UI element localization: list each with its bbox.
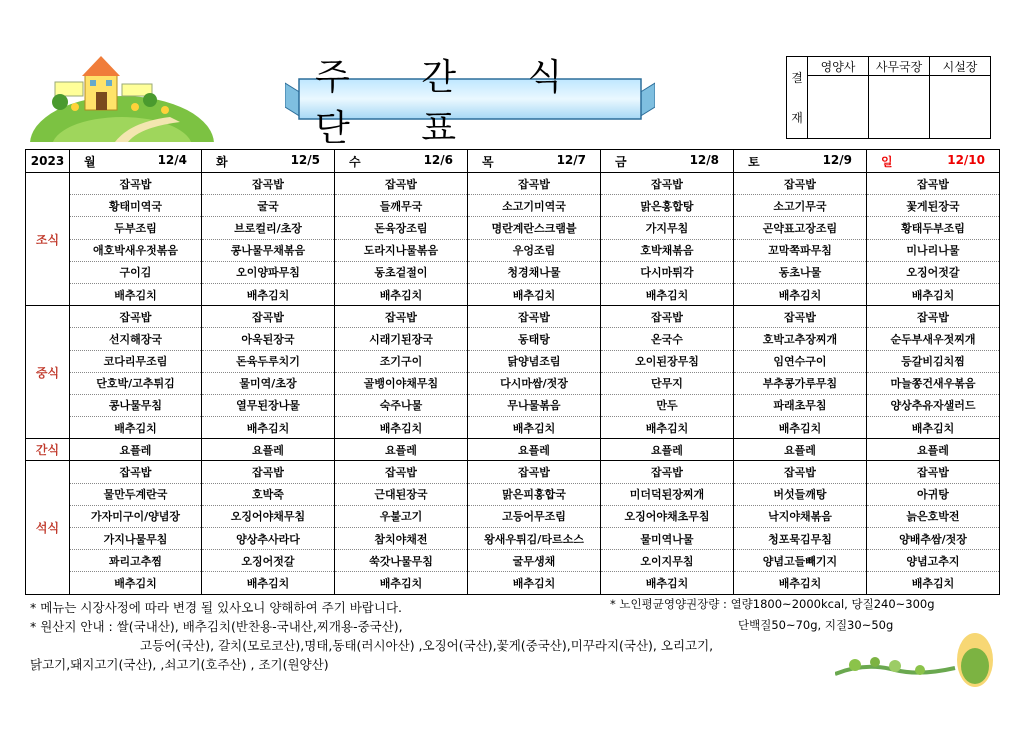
menu-item: 꽈리고추찜 — [70, 550, 202, 572]
day-name: 화 — [216, 154, 228, 169]
day-header — [601, 150, 734, 173]
note-origin-cont: 고등어(국산), 갈치(모로코산),명태,동태(러시아산) ,오징어(국산),꽃게(중국산),미꾸라지(국산), 오리고기, — [140, 638, 714, 653]
menu-item: 낙지야채볶음 — [734, 505, 867, 527]
menu-item: 동초나물 — [734, 261, 867, 283]
menu-item: 골뱅이야채무침 — [335, 372, 468, 394]
menu-item: 요플레 — [601, 439, 734, 461]
menu-item: 명란계란스크램블 — [468, 217, 601, 239]
meal-label: 중식 — [26, 306, 70, 439]
menu-item: 다시마튀각 — [601, 261, 734, 283]
menu-item: 닭양념조림 — [468, 350, 601, 372]
menu-item: 참치야채전 — [335, 528, 468, 550]
menu-item: 양상추유자샐러드 — [867, 394, 1000, 416]
note-change: * 메뉴는 시장사정에 따라 변경 될 있사오니 양해하여 주기 바랍니다. — [30, 600, 403, 615]
menu-item: 도라지나물볶음 — [335, 239, 468, 261]
menu-item: 등갈비김치찜 — [867, 350, 1000, 372]
day-date: 12/7 — [556, 152, 586, 167]
menu-item: 배추김치 — [867, 283, 1000, 305]
menu-item: 꽃게된장국 — [867, 195, 1000, 217]
menu-item: 잡곡밥 — [70, 173, 202, 195]
menu-item: 요플레 — [70, 439, 202, 461]
menu-item: 마늘쫑건새우볶음 — [867, 372, 1000, 394]
menu-item: 단호박/고추튀김 — [70, 372, 202, 394]
menu-item: 아욱된장국 — [202, 328, 335, 350]
menu-item: 잡곡밥 — [867, 173, 1000, 195]
menu-item: 곤약표고장조림 — [734, 217, 867, 239]
note-origin: * 원산지 안내 : 쌀(국내산), 배추김치(반찬용-국내산,찌개용-중국산), — [30, 619, 403, 634]
menu-item: 소고기무국 — [734, 195, 867, 217]
approval-sign-office-manager[interactable] — [869, 76, 930, 139]
menu-item: 배추김치 — [867, 572, 1000, 594]
menu-row — [26, 528, 1000, 550]
menu-item: 맑은피홍합국 — [468, 483, 601, 505]
menu-row — [26, 173, 1000, 195]
menu-item: 배추김치 — [601, 572, 734, 594]
menu-item: 배추김치 — [70, 417, 202, 439]
day-name: 목 — [482, 154, 494, 169]
day-date: 12/8 — [689, 152, 719, 167]
menu-item: 돈육두루치기 — [202, 350, 335, 372]
menu-item: 배추김치 — [202, 283, 335, 305]
menu-item: 잡곡밥 — [468, 461, 601, 483]
menu-item: 임연수구이 — [734, 350, 867, 372]
menu-item: 소고기미역국 — [468, 195, 601, 217]
approval-role-nutritionist: 영양사 — [808, 57, 869, 76]
menu-item: 양상추사라다 — [202, 528, 335, 550]
menu-item: 잡곡밥 — [734, 461, 867, 483]
menu-item: 배추김치 — [202, 417, 335, 439]
menu-row — [26, 283, 1000, 305]
menu-row — [26, 439, 1000, 461]
menu-row — [26, 350, 1000, 372]
menu-item: 배추김치 — [734, 417, 867, 439]
day-name: 금 — [615, 154, 627, 169]
menu-item: 굴국 — [202, 195, 335, 217]
menu-item: 물미역나물 — [601, 528, 734, 550]
day-header — [734, 150, 867, 173]
menu-item: 배추김치 — [601, 417, 734, 439]
menu-item: 브로컬리/초장 — [202, 217, 335, 239]
menu-item: 양념고추지 — [867, 550, 1000, 572]
menu-row — [26, 394, 1000, 416]
menu-item: 쑥갓나물무침 — [335, 550, 468, 572]
menu-item: 우불고기 — [335, 505, 468, 527]
menu-item: 시래기된장국 — [335, 328, 468, 350]
menu-item: 배추김치 — [734, 283, 867, 305]
menu-item: 잡곡밥 — [867, 461, 1000, 483]
day-name: 월 — [84, 154, 96, 169]
menu-item: 파래초무침 — [734, 394, 867, 416]
day-date: 12/10 — [947, 152, 985, 167]
menu-item: 요플레 — [867, 439, 1000, 461]
menu-row — [26, 417, 1000, 439]
day-name: 수 — [349, 154, 361, 169]
menu-item: 가지무침 — [601, 217, 734, 239]
meal-label: 조식 — [26, 173, 70, 306]
approval-box — [786, 56, 991, 139]
menu-item: 배추김치 — [335, 572, 468, 594]
menu-item: 배추김치 — [468, 572, 601, 594]
day-name: 일 — [881, 154, 893, 169]
menu-item: 아귀탕 — [867, 483, 1000, 505]
menu-row — [26, 550, 1000, 572]
menu-row — [26, 328, 1000, 350]
menu-item: 가자미구이/양념장 — [70, 505, 202, 527]
menu-item: 잡곡밥 — [70, 306, 202, 328]
meal-label: 석식 — [26, 461, 70, 594]
menu-item: 오징어젓갈 — [867, 261, 1000, 283]
menu-item: 잡곡밥 — [202, 173, 335, 195]
menu-item: 황태두부조림 — [867, 217, 1000, 239]
menu-row — [26, 572, 1000, 594]
menu-row — [26, 195, 1000, 217]
day-name: 토 — [748, 154, 760, 169]
menu-item: 온국수 — [601, 328, 734, 350]
menu-item: 물만두계란국 — [70, 483, 202, 505]
menu-item: 배추김치 — [734, 572, 867, 594]
menu-item: 요플레 — [734, 439, 867, 461]
menu-item: 근대된장국 — [335, 483, 468, 505]
menu-item: 오이된장무침 — [601, 350, 734, 372]
menu-item: 만두 — [601, 394, 734, 416]
menu-item: 잡곡밥 — [734, 306, 867, 328]
menu-item: 잡곡밥 — [70, 461, 202, 483]
menu-item: 배추김치 — [70, 572, 202, 594]
menu-item: 잡곡밥 — [468, 173, 601, 195]
menu-item: 배추김치 — [867, 417, 1000, 439]
menu-item: 두부조림 — [70, 217, 202, 239]
menu-item: 잡곡밥 — [601, 306, 734, 328]
page-title: 주 간 식 단 표 — [315, 57, 593, 149]
menu-item: 고등어무조림 — [468, 505, 601, 527]
menu-row — [26, 505, 1000, 527]
menu-item: 선지해장국 — [70, 328, 202, 350]
day-header — [867, 150, 1000, 173]
menu-item: 열무된장나물 — [202, 394, 335, 416]
menu-item: 청경채나물 — [468, 261, 601, 283]
day-header — [468, 150, 601, 173]
menu-item: 코다리무조림 — [70, 350, 202, 372]
note-origin-cont2: 닭고기,돼지고기(국산), ,쇠고기(호주산) , 조기(원양산) — [30, 657, 329, 672]
menu-item: 다시마쌈/젓장 — [468, 372, 601, 394]
menu-item: 잡곡밥 — [202, 306, 335, 328]
menu-item: 배추김치 — [468, 417, 601, 439]
menu-item: 잡곡밥 — [601, 461, 734, 483]
day-date: 12/6 — [423, 152, 453, 167]
menu-item: 미나리나물 — [867, 239, 1000, 261]
menu-item: 버섯들깨탕 — [734, 483, 867, 505]
nutrition-guide — [610, 594, 935, 636]
meal-label: 간식 — [26, 439, 70, 461]
menu-row — [26, 306, 1000, 328]
day-header — [202, 150, 335, 173]
menu-row — [26, 239, 1000, 261]
menu-item: 애호박새우젓볶음 — [70, 239, 202, 261]
day-header — [70, 150, 202, 173]
menu-item: 잡곡밥 — [867, 306, 1000, 328]
menu-item: 배추김치 — [335, 283, 468, 305]
menu-row — [26, 461, 1000, 483]
menu-item: 오징어젓갈 — [202, 550, 335, 572]
approval-sign-nutritionist[interactable] — [808, 76, 869, 139]
approval-side-label: 결 재 — [787, 57, 808, 139]
menu-item: 잡곡밥 — [601, 173, 734, 195]
menu-item: 우엉조림 — [468, 239, 601, 261]
approval-sign-director[interactable] — [930, 76, 991, 139]
year-cell: 2023 — [26, 150, 70, 173]
menu-row — [26, 217, 1000, 239]
nutrition-line-2: 단백질50~70g, 지질30~50g — [738, 618, 894, 632]
approval-role-office-manager: 사무국장 — [869, 57, 930, 76]
menu-item: 호박고추장찌개 — [734, 328, 867, 350]
menu-item: 요플레 — [468, 439, 601, 461]
menu-row — [26, 483, 1000, 505]
menu-item: 양배추쌈/젓장 — [867, 528, 1000, 550]
menu-item: 돈육장조림 — [335, 217, 468, 239]
day-date: 12/9 — [822, 152, 852, 167]
menu-item: 오이양파무침 — [202, 261, 335, 283]
menu-item: 잡곡밥 — [468, 306, 601, 328]
menu-item: 숙주나물 — [335, 394, 468, 416]
menu-item: 황태미역국 — [70, 195, 202, 217]
menu-item: 잡곡밥 — [335, 306, 468, 328]
day-header-row — [26, 150, 1000, 173]
menu-item: 가지나물무침 — [70, 528, 202, 550]
menu-item: 배추김치 — [335, 417, 468, 439]
menu-item: 조기구이 — [335, 350, 468, 372]
menu-item: 구이김 — [70, 261, 202, 283]
plant-clipart-icon — [835, 632, 1010, 687]
menu-item: 배추김치 — [601, 283, 734, 305]
menu-item: 미더덕된장찌개 — [601, 483, 734, 505]
menu-item: 호박죽 — [202, 483, 335, 505]
menu-item: 잡곡밥 — [335, 173, 468, 195]
menu-item: 꼬막쪽파무침 — [734, 239, 867, 261]
menu-item: 오징어야채무침 — [202, 505, 335, 527]
menu-item: 물미역/초장 — [202, 372, 335, 394]
menu-item: 굴무생채 — [468, 550, 601, 572]
day-date: 12/4 — [157, 152, 187, 167]
menu-item: 맑은홍합탕 — [601, 195, 734, 217]
menu-item: 잡곡밥 — [202, 461, 335, 483]
menu-item: 호박채볶음 — [601, 239, 734, 261]
menu-item: 부추콩가루무침 — [734, 372, 867, 394]
menu-item: 무나물볶음 — [468, 394, 601, 416]
menu-item: 오이지무침 — [601, 550, 734, 572]
menu-item: 늙은호박전 — [867, 505, 1000, 527]
menu-item: 배추김치 — [468, 283, 601, 305]
house-clipart-icon — [30, 52, 215, 142]
day-header — [335, 150, 468, 173]
menu-item: 순두부새우젓찌개 — [867, 328, 1000, 350]
menu-item: 배추김치 — [202, 572, 335, 594]
menu-item: 잡곡밥 — [734, 173, 867, 195]
menu-item: 청포묵김무침 — [734, 528, 867, 550]
menu-item: 양념고들빼기지 — [734, 550, 867, 572]
menu-row — [26, 261, 1000, 283]
menu-item: 동초겉절이 — [335, 261, 468, 283]
menu-item: 오징어야채초무침 — [601, 505, 734, 527]
menu-item: 요플레 — [335, 439, 468, 461]
menu-item: 콩나물무침 — [70, 394, 202, 416]
approval-role-director: 시설장 — [930, 57, 991, 76]
menu-item: 콩나물무채볶음 — [202, 239, 335, 261]
menu-row — [26, 372, 1000, 394]
menu-item: 왕새우튀김/타르소스 — [468, 528, 601, 550]
menu-item: 들깨무국 — [335, 195, 468, 217]
menu-item: 단무지 — [601, 372, 734, 394]
menu-item: 배추김치 — [70, 283, 202, 305]
menu-item: 요플레 — [202, 439, 335, 461]
menu-item: 잡곡밥 — [335, 461, 468, 483]
nutrition-line-1: * 노인평균영양권장량 : 열량1800~2000kcal, 당질240~300g — [610, 597, 935, 611]
day-date: 12/5 — [290, 152, 320, 167]
weekly-menu-table — [25, 149, 1000, 595]
menu-item: 동태탕 — [468, 328, 601, 350]
